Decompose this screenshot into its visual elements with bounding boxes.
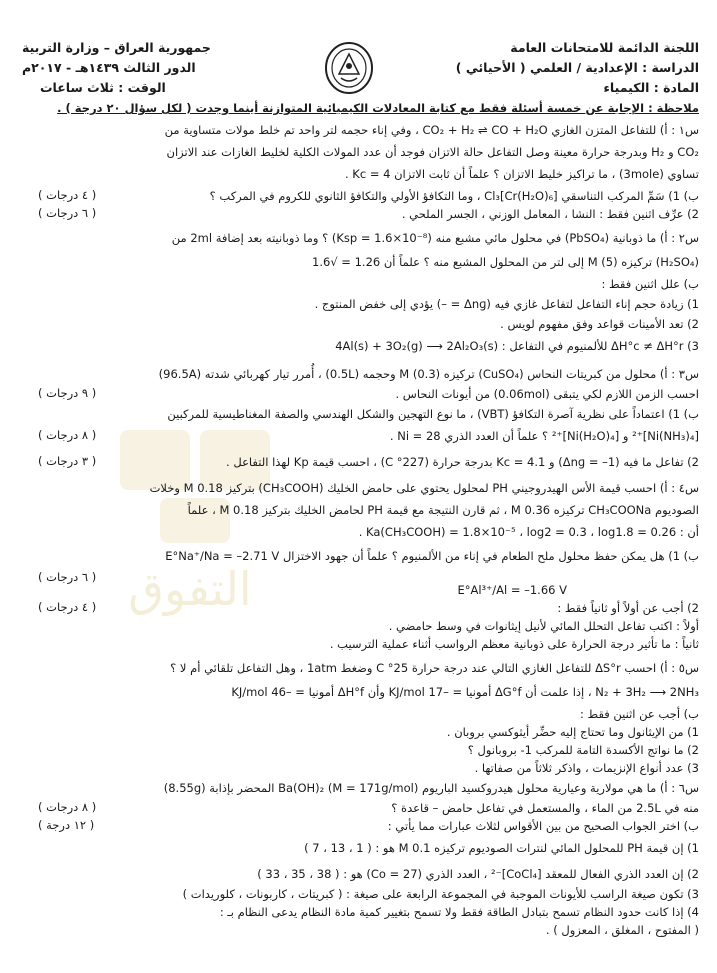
header-study: الدراسة : الإعدادية / العلمي ( الأحيائي ) [455, 60, 699, 75]
svg-text:التفوق: التفوق [128, 562, 252, 616]
q5-b-item2: 2) ما نواتج الأكسدة التامة للمركب 1- بروبانول ؟ [467, 743, 699, 757]
ministry-seal-logo [323, 40, 375, 96]
q3-b-line3: 2) تفاعل ما فيه (Δnɡ = –1) و Kc = 4.1 بدرجة حرارة (227° C) ، احسب قيمة Kp لهذا التفاعل . [226, 455, 699, 469]
q3-a-line1: س٣ : أ) محلول من كبريتات النحاس (CuSO₄) تركيزه M (0.3) وحجمه (0.5L) ، أُمرر تيار كهربائي شدته (96.5A) [158, 367, 699, 381]
q2-a-line1: س٢ : أ) ما ذوبانية (PbSO₄) في محلول مائي مشبع منه (Ksp = 1.6×10⁻⁸) ؟ وما ذوبانيته بعد إضافة 2ml من [171, 231, 699, 245]
q2-b-item1: 1) زيادة حجم إناء التفاعل لتفاعل غازي فيه (Δnɡ = –) يؤدي إلى خفض المنتوج . [314, 297, 699, 311]
q4-a-line1: س٤ : أ) احسب قيمة الأس الهيدروجيني PH لمحلول يحتوي على حامض الخليك (CH₃COOH) بتركيز M 0.18 وخلات [149, 481, 699, 495]
q4-a-line3: أن : Ka(CH₃COOH) = 1.8×10⁻⁵ ، log2 = 0.3 ، log1.8 = 0.26 . [358, 525, 699, 539]
q1-b-line1: ب) 1) سَمِّ المركب التناسقي [Cr(H₂O)₆]Cl₃ ، وما التكافؤ الأولي والتكافؤ الثانوي للكروم في المركب ؟ [209, 189, 699, 203]
q3-b-line1: ب) 1) اعتماداً على نظرية آصرة التكافؤ (VBT) ، ما نوع التهجين والشكل الهندسي والصفة المغناطيسية للمركبين [167, 407, 699, 421]
marks-q3-b2: ( ٣ درجات ) [38, 454, 97, 468]
header-subject: المادة : الكيمياء [603, 80, 699, 95]
q1-a-line3: تساوي (3mole) ، ما تراكيز خليط الاتزان ؟ علماً أن ثابت الاتزان Kc = 4 . [344, 167, 699, 181]
q4-b-line1: ب) 1) هل يمكن حفظ محلول ملح الطعام في إناء من الألمنيوم ؟ علماً أن جهود الاختزال E°Na⁺/Na = –2.71 V [165, 549, 699, 563]
q6-b-item4-options: ( المفتوح ، المغلق ، المعزول ) . [545, 923, 699, 937]
q5-b-item1: 1) من الإيثانول وما تحتاج إليه حضِّر أيثوكسي بروبان . [446, 725, 699, 739]
marks-q1-b2: ( ٦ درجات ) [38, 206, 97, 220]
q6-b-item1: 1) إن قيمة PH للمحلول المائي لنترات الصوديوم تركيزه M 0.1 هو : ( 1 ، 13 ، 7 ) [304, 841, 699, 855]
q5-b-heading: ب) أجب عن اثنين فقط : [580, 707, 699, 721]
q3-b-line2: [Ni(NH₃)₄]⁺² و [Ni(H₂O)₄]⁺² ؟ علماً أن العدد الذري Ni = 28 . [389, 429, 699, 443]
marks-q6-a: ( ٨ درجات ) [38, 800, 97, 814]
q6-b-heading: ب) اختر الجواب الصحيح من بين الأقواس لثلاث عبارات مما يأتي : [387, 819, 699, 833]
q5-a-line1: س٥ : أ) احسب ΔS°r للتفاعل الغازي التالي عند درجة حرارة 25° C وضغط 1atm ، وهل التفاعل تلقائي أم لا ؟ [170, 661, 699, 675]
q4-a-line2: الصوديوم CH₃COONa تركيزه M 0.36 ، ثم قارن النتيجة مع قيمة PH لحامض الخليك بتركيز M 0.18 ، علماً [187, 503, 699, 517]
q2-b-item3: 3) ΔH°c ≠ ΔH°r للألمنيوم في التفاعل : 4Al(s) + 3O₂(g) ⟶ 2Al₂O₃(s) [335, 339, 699, 353]
q4-b-first: أولاً : اكتب تفاعل التحلل المائي لأنيل إيثانوات في وسط حامضي . [388, 619, 699, 633]
marks-q3-a: ( ٩ درجات ) [38, 386, 97, 400]
q1-a-line1: س١ : أ) للتفاعل المتزن الغازي CO₂ + H₂ ⇌ CO + H₂O ، وفي إناء حجمه لتر واحد تم خلط مولات متساوية من [164, 123, 699, 137]
header-ministry: جمهورية العراق – وزارة التربية [22, 40, 211, 55]
header-session: الدور الثالث ١٤٣٩هـ - ٢٠١٧م [22, 60, 196, 75]
watermark-logo [70, 420, 310, 630]
marks-q6-b: ( ١٢ درجة ) [38, 818, 95, 832]
q1-a-line2: CO₂ و H₂ وبدرجة حرارة معينة وصل التفاعل حالة الاتزان فوجد أن عدد المولات الكلية لخليط الغازات عند الاتزان [166, 145, 699, 159]
q4-b-line2: E°Al³⁺/Al = –1.66 V [457, 583, 567, 597]
q4-b-second: ثانياً : ما تأثير درجة الحرارة على ذوبانية معظم الرواسب أثناء عملية الترسيب . [329, 637, 699, 651]
exam-note: ملاحظة : الإجابة عن خمسة أسئلة فقط مع كتابة المعادلات الكيميائية المتوازنة أينما وجدت ( لكل سؤال ٢٠ درجة ) . [57, 101, 699, 115]
q1-b-line2: 2) عرِّف اثنين فقط : النشا ، المعامل الوزني ، الجسر الملحي . [401, 207, 699, 221]
q6-b-item3: 3) تكون صيغة الراسب للأيونات الموجبة في المجموعة الرابعة على صيغة : ( كبريتات ، كاربونات ، كلوريدات ) [182, 887, 699, 901]
q2-b-item2: 2) تعد الأمينات قواعد وفق مفهوم لويس . [500, 317, 699, 331]
q5-a-line2: N₂ + 3H₂ ⟶ 2NH₃ ، إذا علمت أن ΔG°f أمونيا = –17 KJ/mol وأن ΔH°f أمونيا = –46 KJ/mol [231, 685, 699, 699]
q2-b-heading: ب) علل اثنين فقط : [601, 277, 699, 291]
header-committee: اللجنة الدائمة للامتحانات العامة [510, 40, 699, 55]
q5-b-item3: 3) عدد أنواع الإنزيمات ، واذكر ثلاثاً من صفاتها . [474, 761, 699, 775]
q2-a-line2: (H₂SO₄) تركيزه M (5) إلى لتر من المحلول المشبع منه ؟ علماً أن 1.26 = √1.6 [312, 255, 699, 269]
q6-a-line1: س٦ : أ) ما هي مولارية وعيارية محلول هيدروكسيد الباريوم Ba(OH)₂ (M = 171g/mol) المحضر بإذابة (8.55g) [163, 781, 699, 795]
q6-a-line2: منه في 2.5L من الماء ، والمستعمل في تفاعل حامض – قاعدة ؟ [391, 801, 699, 815]
header-time: الوقت : ثلاث ساعات [40, 80, 166, 95]
marks-q3-b1: ( ٨ درجات ) [38, 428, 97, 442]
q6-b-item4: 4) إذا كانت حدود النظام تسمح بتبادل الطاقة فقط ولا تسمح بتغيير كمية مادة النظام يدعى النظام بـ : [219, 905, 699, 919]
q6-b-item2: 2) إن العدد الذري الفعال للمعقد [CoCl₄]⁻² ، العدد الذري (Co = 27) هو : ( 38 ، 35 ، 33 ) [257, 867, 699, 881]
marks-q1-b1: ( ٤ درجات ) [38, 188, 97, 202]
marks-q4-b2: ( ٤ درجات ) [38, 600, 97, 614]
marks-q4-b1: ( ٦ درجات ) [38, 570, 97, 584]
q3-a-line2: احسب الزمن اللازم لكي يتبقى (0.06mol) من أيونات النحاس . [395, 387, 699, 401]
q4-b-line3: 2) أجب عن أولاً أو ثانياً فقط : [557, 601, 699, 615]
